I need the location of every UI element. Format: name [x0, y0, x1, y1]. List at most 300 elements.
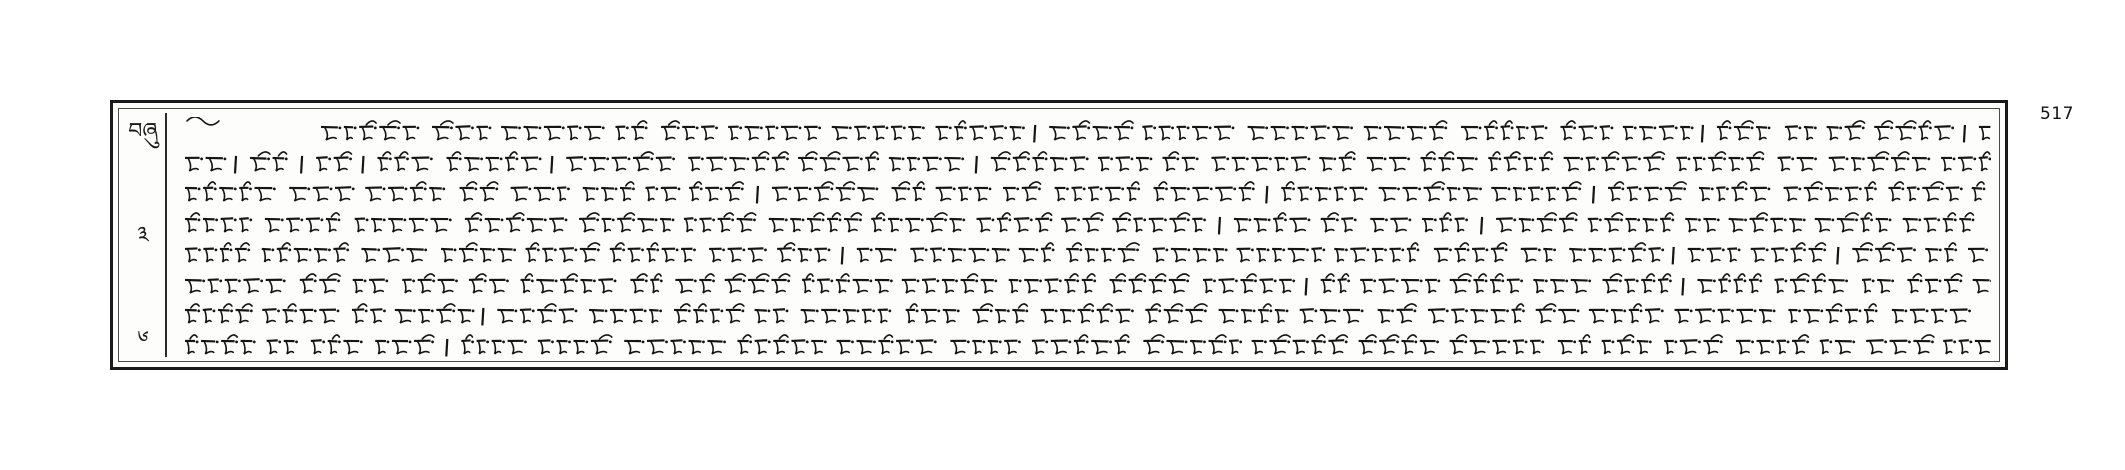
tsheg-dot	[1639, 188, 1642, 191]
syllable-body-stroke	[1393, 157, 1405, 170]
syllable-body-stroke	[776, 340, 785, 353]
tsheg-dot	[1511, 127, 1514, 130]
vowel-sign-stroke	[224, 304, 232, 308]
tsheg-dot	[739, 127, 742, 130]
tsheg-dot	[830, 188, 833, 191]
syllable-body-stroke	[323, 310, 335, 323]
vowel-sign-stroke	[288, 304, 296, 308]
tsheg-dot	[1791, 157, 1794, 160]
syllable-body-stroke	[1893, 340, 1905, 353]
shad-mark	[1673, 247, 1674, 265]
syllable-head-stroke	[1428, 309, 1445, 310]
tsheg-dot	[567, 188, 570, 191]
tsheg-dot	[1823, 249, 1826, 252]
syllable-body-stroke	[1295, 340, 1304, 353]
syllable-body-stroke	[755, 157, 765, 170]
syllable-body-stroke	[417, 340, 429, 353]
syllable-body-stroke	[708, 188, 718, 201]
syllable-body-stroke	[1382, 188, 1395, 201]
tsheg-dot	[1870, 249, 1873, 252]
tsheg-dot	[814, 157, 817, 160]
tsheg-dot	[1328, 188, 1331, 191]
shad-mark	[842, 247, 843, 265]
vowel-sign-stroke	[1948, 212, 1955, 216]
syllable-head-stroke	[1829, 157, 1845, 158]
tsheg-dot	[198, 188, 201, 191]
tsheg-dot	[1913, 127, 1916, 130]
tsheg-dot	[1831, 218, 1834, 221]
syllable-body-stroke	[1215, 249, 1223, 262]
syllable-body-stroke	[1011, 279, 1018, 292]
tsheg-dot	[278, 340, 281, 343]
shad-mark	[1306, 277, 1307, 295]
tsheg-dot	[1213, 279, 1216, 282]
tsheg-dot	[867, 127, 870, 130]
tsheg-dot	[328, 157, 331, 160]
syllable-body-stroke	[540, 279, 552, 292]
syllable-body-stroke	[1410, 127, 1421, 140]
script-line	[181, 209, 1991, 240]
syllable-body-stroke	[847, 218, 857, 231]
syllable-body-stroke	[1762, 310, 1771, 323]
tsheg-dot	[1465, 310, 1468, 313]
tsheg-dot	[1768, 127, 1771, 130]
tsheg-dot	[283, 279, 286, 282]
tsheg-dot	[860, 157, 863, 160]
syllable-body-stroke	[436, 127, 448, 140]
tsheg-dot	[1396, 340, 1399, 343]
syllable-body-stroke	[1853, 157, 1860, 170]
tsheg-dot	[1236, 310, 1239, 313]
syllable-body-stroke	[1530, 188, 1538, 201]
syllable-body-stroke	[1251, 127, 1263, 140]
syllable-body-stroke	[1362, 340, 1372, 353]
syllable-body-stroke	[432, 188, 441, 201]
tsheg-dot	[665, 340, 668, 343]
vowel-sign-stroke	[1949, 243, 1956, 247]
vowel-sign-stroke	[1286, 182, 1293, 186]
tsheg-dot	[1467, 249, 1470, 252]
tsheg-dot	[1983, 188, 1986, 191]
tsheg-dot	[1254, 279, 1257, 282]
tsheg-dot	[455, 279, 458, 282]
syllable-body-stroke	[1473, 340, 1485, 353]
syllable-body-stroke	[187, 188, 195, 201]
syllable-body-stroke	[268, 218, 279, 231]
tsheg-dot	[705, 310, 708, 313]
vowel-sign-stroke	[828, 151, 840, 155]
tsheg-dot	[1310, 188, 1313, 191]
syllable-body-stroke	[1196, 188, 1208, 201]
tsheg-dot	[1767, 188, 1770, 191]
shad-mark	[1593, 186, 1594, 204]
tsheg-dot	[1225, 249, 1228, 252]
tsheg-dot	[277, 310, 280, 313]
syllable-body-stroke	[801, 157, 812, 170]
vowel-sign-stroke	[241, 243, 249, 247]
syllable-body-stroke	[377, 340, 385, 353]
tsheg-dot	[1354, 218, 1357, 221]
tsheg-dot	[917, 157, 920, 160]
syllable-body-stroke	[1084, 279, 1092, 292]
tsheg-dot	[1565, 279, 1568, 282]
vowel-sign-stroke	[1091, 212, 1103, 216]
shad-mark	[976, 155, 977, 173]
syllable-body-stroke	[1878, 249, 1889, 262]
tsheg-dot	[374, 127, 377, 130]
syllable-body-stroke	[686, 218, 693, 231]
syllable-body-stroke	[1811, 249, 1821, 262]
syllable-body-stroke	[1754, 249, 1764, 262]
syllable-body-stroke	[1194, 218, 1201, 231]
syllable-body-stroke	[1838, 340, 1850, 353]
syllable-head-stroke	[1866, 340, 1884, 341]
vowel-sign-stroke	[510, 151, 517, 155]
tsheg-dot	[553, 310, 556, 313]
vowel-sign-stroke	[1366, 334, 1376, 338]
syllable-body-stroke	[1115, 218, 1126, 231]
syllable-body-stroke	[1277, 310, 1284, 323]
syllable-body-stroke	[800, 249, 807, 262]
syllable-body-stroke	[205, 310, 211, 323]
syllable-body-stroke	[860, 340, 871, 353]
tsheg-dot	[1332, 279, 1335, 282]
vowel-sign-stroke	[844, 182, 855, 186]
syllable-body-stroke	[1848, 127, 1860, 140]
syllable-body-stroke	[1067, 279, 1075, 292]
tsheg-dot	[1322, 249, 1325, 252]
tsheg-dot	[1408, 218, 1411, 221]
vowel-sign-stroke	[743, 334, 751, 338]
vowel-sign-stroke	[1853, 121, 1865, 125]
tsheg-dot	[776, 127, 779, 130]
syllable-body-stroke	[1739, 340, 1749, 353]
syllable-body-stroke	[357, 218, 364, 231]
shad-mark	[362, 155, 363, 173]
syllable-body-stroke	[905, 279, 915, 292]
syllable-body-stroke	[1499, 218, 1511, 231]
tsheg-dot	[622, 249, 625, 252]
vowel-sign-stroke	[476, 273, 486, 277]
tsheg-dot	[1820, 310, 1823, 313]
tsheg-dot	[1661, 310, 1664, 313]
vowel-sign-stroke	[1073, 243, 1082, 247]
syllable-body-stroke	[434, 218, 446, 231]
tsheg-dot	[1611, 127, 1614, 130]
vowel-sign-stroke	[1495, 273, 1503, 277]
syllable-body-stroke	[1788, 127, 1797, 140]
syllable-body-stroke	[1178, 127, 1185, 140]
syllable-body-stroke	[919, 340, 931, 353]
vowel-sign-stroke	[1544, 304, 1556, 308]
tsheg-dot	[1112, 249, 1115, 252]
vowel-sign-stroke	[417, 182, 426, 186]
syllable-body-stroke	[757, 310, 766, 323]
syllable-body-stroke	[633, 279, 643, 292]
tsheg-dot	[712, 279, 715, 282]
vowel-sign-stroke	[366, 121, 376, 125]
syllable-body-stroke	[537, 188, 549, 201]
syllable-body-stroke	[297, 249, 307, 262]
tsheg-dot	[876, 157, 879, 160]
syllable-body-stroke	[1346, 310, 1358, 323]
tsheg-dot	[430, 157, 433, 160]
tsheg-dot	[1855, 218, 1858, 221]
syllable-body-stroke	[1165, 157, 1174, 170]
syllable-body-stroke	[1080, 310, 1089, 323]
tsheg-dot	[1612, 340, 1615, 343]
tsheg-dot	[338, 127, 341, 130]
tsheg-dot	[472, 310, 475, 313]
syllable-head-stroke	[407, 249, 424, 250]
syllable-body-stroke	[712, 249, 721, 262]
syllable-body-stroke	[1532, 340, 1539, 353]
syllable-body-stroke	[817, 188, 828, 201]
tsheg-dot	[1127, 340, 1130, 343]
tsheg-dot	[812, 279, 815, 282]
tsheg-dot	[873, 340, 876, 343]
syllable-body-stroke	[293, 188, 305, 201]
tsheg-dot	[1960, 188, 1963, 191]
vowel-sign-stroke	[1738, 182, 1747, 186]
syllable-head-stroke	[1643, 157, 1660, 158]
syllable-body-stroke	[948, 157, 959, 170]
tsheg-dot	[1022, 127, 1025, 130]
syllable-body-stroke	[1660, 279, 1667, 292]
tsheg-dot	[632, 218, 635, 221]
syllable-body-stroke	[740, 218, 751, 231]
tsheg-dot	[198, 218, 201, 221]
vowel-sign-stroke	[441, 121, 453, 125]
tsheg-dot	[1385, 218, 1388, 221]
tsheg-dot	[575, 279, 578, 282]
tsheg-dot	[1019, 279, 1022, 282]
vowel-sign-stroke	[1723, 273, 1729, 277]
syllable-body-stroke	[187, 340, 194, 353]
syllable-body-stroke	[632, 310, 641, 323]
vowel-sign-stroke	[641, 151, 653, 155]
tsheg-dot	[922, 127, 925, 130]
tsheg-dot	[1065, 157, 1068, 160]
tsheg-dot	[1577, 310, 1580, 313]
tsheg-dot	[1413, 310, 1416, 313]
tsheg-dot	[1751, 340, 1754, 343]
syllable-body-stroke	[362, 127, 372, 140]
tsheg-dot	[518, 127, 521, 130]
syllable-body-stroke	[524, 157, 536, 170]
tsheg-dot	[1698, 218, 1701, 221]
syllable-body-stroke	[1431, 310, 1443, 323]
syllable-body-stroke	[583, 279, 591, 292]
tsheg-dot	[1814, 127, 1817, 130]
vowel-sign-stroke	[1216, 334, 1226, 338]
tsheg-dot	[1248, 218, 1251, 221]
syllable-body-stroke	[1367, 127, 1377, 140]
syllable-body-stroke	[1759, 340, 1769, 353]
vowel-sign-stroke	[1459, 273, 1471, 277]
tsheg-dot	[963, 249, 966, 252]
syllable-body-stroke	[835, 127, 847, 140]
tsheg-dot	[521, 218, 524, 221]
tsheg-dot	[1100, 218, 1103, 221]
syllable-body-stroke	[1961, 340, 1968, 353]
tsheg-dot	[872, 310, 875, 313]
tsheg-dot	[479, 218, 482, 221]
tsheg-dot	[1596, 157, 1599, 160]
syllable-body-stroke	[1121, 249, 1133, 262]
syllable-body-stroke	[1441, 157, 1450, 170]
syllable-body-stroke	[620, 218, 630, 231]
tsheg-dot	[1373, 279, 1376, 282]
syllable-body-stroke	[1832, 157, 1843, 170]
syllable-body-stroke	[1314, 127, 1325, 140]
vowel-sign-stroke	[1865, 212, 1871, 216]
tsheg-dot	[1086, 340, 1089, 343]
vowel-sign-stroke	[814, 212, 824, 216]
tsheg-dot	[1187, 188, 1190, 191]
syllable-body-stroke	[1090, 188, 1098, 201]
vowel-sign-stroke	[1046, 243, 1053, 247]
tsheg-dot	[1875, 310, 1878, 313]
vowel-sign-stroke	[1444, 212, 1450, 216]
tsheg-dot	[1344, 188, 1347, 191]
syllable-body-stroke	[1629, 188, 1637, 201]
syllable-body-stroke	[1920, 127, 1927, 140]
syllable-body-stroke	[1740, 310, 1752, 323]
syllable-body-stroke	[1698, 310, 1710, 323]
vowel-sign-stroke	[807, 273, 813, 277]
syllable-head-stroke	[647, 340, 664, 341]
syllable-body-stroke	[1293, 218, 1305, 231]
tsheg-dot	[787, 279, 790, 282]
tsheg-dot	[1437, 279, 1440, 282]
vowel-sign-stroke	[1177, 273, 1189, 277]
syllable-head-stroke	[1320, 310, 1337, 311]
tsheg-dot	[1153, 127, 1156, 130]
shad-mark	[1702, 125, 1703, 143]
tsheg-dot	[1072, 310, 1075, 313]
vowel-sign-stroke	[1583, 334, 1589, 338]
vowel-sign-stroke	[340, 243, 349, 247]
syllable-body-stroke	[960, 188, 967, 201]
script-line-strokes	[181, 117, 1991, 148]
tsheg-dot	[1944, 310, 1947, 313]
tsheg-dot	[1109, 127, 1112, 130]
tsheg-dot	[1988, 157, 1991, 160]
vowel-sign-stroke	[1136, 273, 1146, 277]
vowel-sign-stroke	[1754, 151, 1764, 155]
syllable-body-stroke	[1012, 127, 1020, 140]
tsheg-dot	[584, 157, 587, 160]
syllable-body-stroke	[1700, 279, 1710, 292]
tsheg-dot	[676, 249, 679, 252]
syllable-body-stroke	[1053, 157, 1063, 170]
syllable-body-stroke	[264, 249, 270, 262]
tsheg-dot	[1131, 157, 1134, 160]
syllable-body-stroke	[1064, 218, 1075, 231]
tsheg-dot	[249, 218, 252, 221]
syllable-body-stroke	[895, 188, 906, 201]
syllable-body-stroke	[1720, 310, 1729, 323]
vowel-sign-stroke	[1278, 334, 1290, 338]
vowel-sign-stroke	[1757, 212, 1767, 216]
syllable-body-stroke	[1086, 218, 1098, 231]
syllable-body-stroke	[1943, 157, 1951, 170]
syllable-body-stroke	[1917, 340, 1929, 353]
tsheg-dot	[688, 310, 691, 313]
tsheg-dot	[1486, 249, 1489, 252]
tsheg-dot	[1616, 157, 1619, 160]
tsheg-dot	[405, 188, 408, 191]
vowel-sign-stroke	[1612, 212, 1623, 216]
tsheg-dot	[397, 127, 400, 130]
tsheg-dot	[984, 127, 987, 130]
tsheg-dot	[1446, 310, 1449, 313]
vowel-sign-stroke	[1922, 334, 1934, 338]
tsheg-dot	[568, 340, 571, 343]
syllable-body-stroke	[1427, 279, 1435, 292]
syllable-body-stroke	[1057, 188, 1065, 201]
tsheg-dot	[1522, 310, 1525, 313]
vowel-sign-stroke	[278, 151, 286, 155]
tsheg-dot	[377, 249, 380, 252]
tsheg-dot	[641, 249, 644, 252]
tsheg-dot	[1620, 218, 1623, 221]
tsheg-dot	[802, 218, 805, 221]
tsheg-dot	[870, 249, 873, 252]
tsheg-dot	[1418, 188, 1421, 191]
syllable-body-stroke	[1795, 340, 1805, 353]
syllable-body-stroke	[1642, 127, 1652, 140]
vowel-sign-stroke	[759, 151, 769, 155]
tsheg-dot	[524, 340, 527, 343]
syllable-body-stroke	[1737, 127, 1748, 140]
syllable-body-stroke	[1604, 157, 1614, 170]
syllable-body-stroke	[1832, 279, 1843, 292]
tsheg-dot	[989, 188, 992, 191]
vowel-sign-stroke	[1544, 151, 1552, 155]
tsheg-dot	[856, 310, 859, 313]
vowel-sign-stroke	[699, 304, 706, 308]
syllable-body-stroke	[1592, 310, 1603, 323]
tsheg-dot	[215, 249, 218, 252]
vowel-sign-stroke	[258, 151, 270, 155]
script-line-strokes	[181, 300, 1991, 331]
tsheg-dot	[1417, 249, 1420, 252]
tsheg-dot	[890, 279, 893, 282]
tsheg-dot	[1045, 157, 1048, 160]
vowel-sign-stroke	[1754, 273, 1761, 277]
syllable-head-stroke	[321, 127, 338, 128]
tsheg-dot	[480, 157, 483, 160]
tsheg-dot	[1025, 310, 1028, 313]
syllable-body-stroke	[286, 340, 294, 353]
tsheg-dot	[516, 157, 519, 160]
syllable-body-stroke	[1567, 157, 1578, 170]
syllable-body-stroke	[316, 188, 327, 201]
syllable-body-stroke	[659, 157, 670, 170]
tsheg-dot	[309, 249, 312, 252]
tsheg-dot	[1674, 340, 1677, 343]
syllable-body-stroke	[318, 157, 326, 170]
syllable-body-stroke	[220, 310, 228, 323]
tsheg-dot	[502, 340, 505, 343]
syllable-body-stroke	[1894, 157, 1904, 170]
syllable-body-stroke	[1711, 157, 1721, 170]
script-line	[181, 300, 1991, 331]
tsheg-dot	[1631, 340, 1634, 343]
syllable-head-stroke	[383, 248, 401, 249]
